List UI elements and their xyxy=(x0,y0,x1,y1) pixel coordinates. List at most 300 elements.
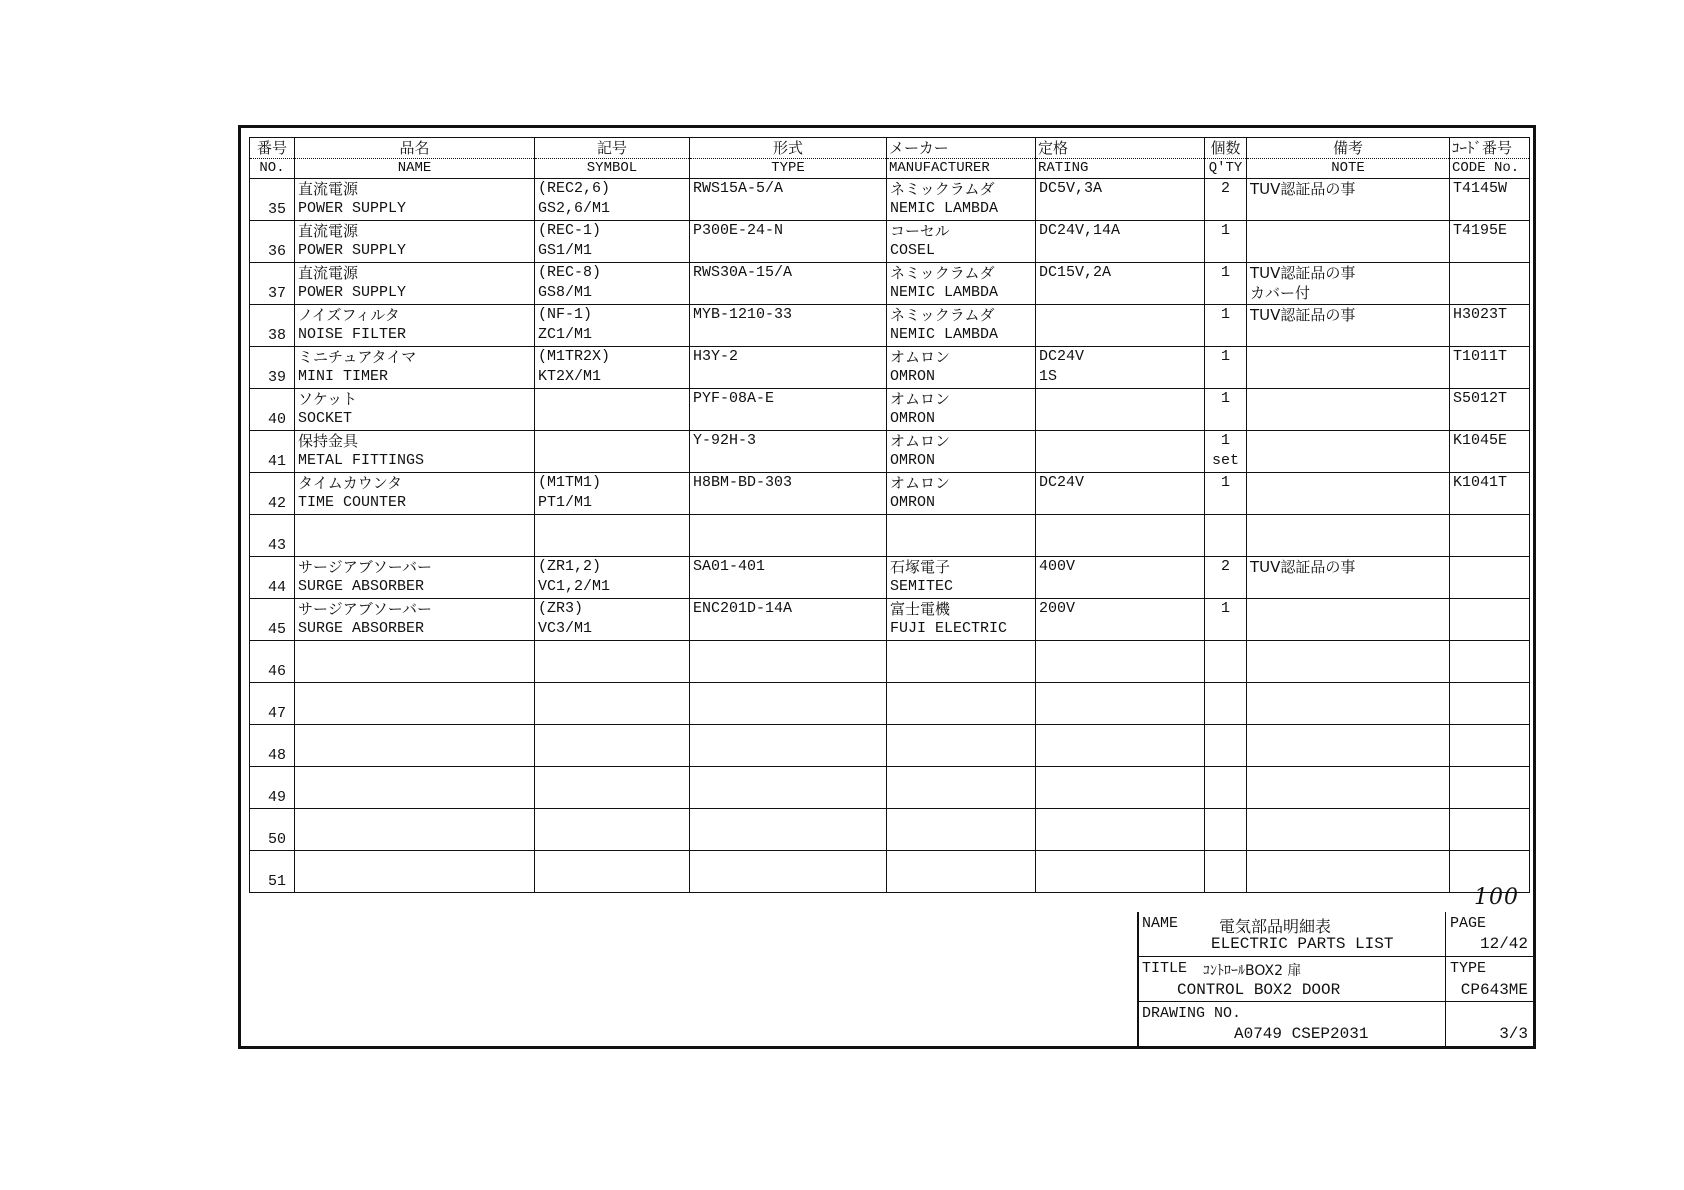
part-note-line2 xyxy=(1250,829,1446,849)
parts-table-body xyxy=(250,179,1530,893)
part-symbol-line2: KT2X/M1 xyxy=(538,368,602,385)
handwritten-total: 100 xyxy=(1474,885,1519,910)
part-symbol-line2 xyxy=(538,535,686,555)
part-name-line1: サージアブソーバー xyxy=(298,558,432,576)
part-rating xyxy=(1036,767,1205,809)
part-name-line1: 直流電源 xyxy=(298,180,359,198)
part-note xyxy=(1247,557,1450,599)
part-manufacturer-line1: 富士電機 xyxy=(890,600,951,618)
part-qty-line2 xyxy=(1208,409,1243,429)
part-note xyxy=(1247,305,1450,347)
part-rating xyxy=(1036,725,1205,767)
title-jp: ｺﾝﾄﾛｰﾙBOX2 扉 xyxy=(1203,963,1302,979)
part-symbol-line1: (REC-8) xyxy=(538,264,602,281)
table-row xyxy=(250,683,1530,725)
part-name xyxy=(295,347,535,389)
part-name-line2: MINI TIMER xyxy=(298,368,389,385)
part-manufacturer-line2: NEMIC LAMBDA xyxy=(890,284,999,301)
part-note-line2 xyxy=(1250,199,1446,219)
part-type-text xyxy=(693,641,883,661)
part-rating xyxy=(1036,599,1205,641)
row-number: 50 xyxy=(250,809,295,851)
part-manufacturer-line2: OMRON xyxy=(890,452,936,469)
part-symbol-line2 xyxy=(538,787,686,807)
part-symbol xyxy=(535,431,690,473)
drawing-number: A0749 CSEP2031 xyxy=(1234,1025,1369,1043)
part-manufacturer-line2 xyxy=(890,535,1032,555)
part-code-text: T4195E xyxy=(1453,222,1508,239)
part-manufacturer xyxy=(887,305,1036,347)
part-note xyxy=(1247,641,1450,683)
part-code xyxy=(1450,725,1530,767)
part-code-text xyxy=(1453,851,1526,871)
part-qty-line2 xyxy=(1208,241,1243,261)
part-manufacturer xyxy=(887,599,1036,641)
part-symbol-line1: (M1TM1) xyxy=(538,474,602,491)
part-rating xyxy=(1036,263,1205,305)
part-manufacturer xyxy=(887,515,1036,557)
part-manufacturer xyxy=(887,473,1036,515)
row-number: 48 xyxy=(250,725,295,767)
part-name-line2 xyxy=(298,535,531,555)
part-symbol xyxy=(535,725,690,767)
part-name xyxy=(295,767,535,809)
part-qty xyxy=(1205,473,1247,515)
part-rating-line1 xyxy=(1039,641,1201,661)
part-qty-line2 xyxy=(1208,661,1243,681)
part-name xyxy=(295,305,535,347)
part-note-line2 xyxy=(1250,325,1446,345)
part-name-line2 xyxy=(298,745,531,765)
part-rating-line1: DC5V,3A xyxy=(1039,180,1103,197)
part-name xyxy=(295,515,535,557)
part-manufacturer-line2: OMRON xyxy=(890,368,936,385)
part-rating xyxy=(1036,851,1205,893)
part-note-line2 xyxy=(1250,661,1446,681)
type-value: CP643ME xyxy=(1460,981,1528,999)
part-symbol-line1: (REC2,6) xyxy=(538,180,611,197)
part-qty-line1 xyxy=(1208,851,1243,871)
part-type xyxy=(690,599,887,641)
part-note-line2 xyxy=(1250,787,1446,807)
part-symbol xyxy=(535,809,690,851)
part-rating-line2 xyxy=(1039,409,1201,429)
part-symbol xyxy=(535,347,690,389)
part-qty xyxy=(1205,683,1247,725)
part-name xyxy=(295,809,535,851)
part-code xyxy=(1450,221,1530,263)
part-type-text: Y-92H-3 xyxy=(693,432,757,449)
part-code xyxy=(1450,179,1530,221)
part-manufacturer-line1: ネミックラムダ xyxy=(890,306,995,324)
part-note xyxy=(1247,431,1450,473)
part-qty xyxy=(1205,305,1247,347)
part-type xyxy=(690,641,887,683)
part-manufacturer xyxy=(887,221,1036,263)
part-name xyxy=(295,221,535,263)
part-manufacturer-line2 xyxy=(890,871,1032,891)
part-type-text xyxy=(693,809,883,829)
part-symbol xyxy=(535,221,690,263)
parts-table xyxy=(249,137,1530,893)
part-manufacturer xyxy=(887,683,1036,725)
part-manufacturer-line1 xyxy=(890,641,1032,661)
part-rating-line2 xyxy=(1039,199,1201,219)
part-manufacturer-line1: コーセル xyxy=(890,222,950,240)
part-rating-line1 xyxy=(1039,725,1201,745)
part-type-text: SA01-401 xyxy=(693,558,766,575)
part-type xyxy=(690,179,887,221)
table-row xyxy=(250,851,1530,893)
part-qty-line2 xyxy=(1208,619,1243,639)
part-qty xyxy=(1205,515,1247,557)
table-row xyxy=(250,473,1530,515)
part-manufacturer-line2: COSEL xyxy=(890,242,936,259)
part-manufacturer-line1: ネミックラムダ xyxy=(890,264,995,282)
part-rating-line1: DC24V xyxy=(1039,348,1085,365)
part-note-line1 xyxy=(1250,389,1446,409)
part-rating-line2 xyxy=(1039,745,1201,765)
part-qty-line1: 1 xyxy=(1220,306,1230,323)
part-note-line1 xyxy=(1250,809,1446,829)
part-rating xyxy=(1036,809,1205,851)
title-block xyxy=(1137,912,1536,1049)
part-rating-line1 xyxy=(1039,431,1201,451)
part-code-text: K1045E xyxy=(1453,432,1508,449)
title-block-drawing-row xyxy=(1139,1002,1536,1046)
part-symbol-line2: GS1/M1 xyxy=(538,242,593,259)
part-qty xyxy=(1205,263,1247,305)
part-symbol xyxy=(535,263,690,305)
part-name-line1 xyxy=(298,725,531,745)
table-row xyxy=(250,221,1530,263)
part-type xyxy=(690,767,887,809)
part-qty xyxy=(1205,851,1247,893)
part-symbol-line1 xyxy=(538,851,686,871)
part-name-line2: SOCKET xyxy=(298,410,353,427)
part-rating xyxy=(1036,515,1205,557)
part-type-text xyxy=(693,725,883,745)
part-note xyxy=(1247,599,1450,641)
part-manufacturer xyxy=(887,263,1036,305)
part-qty-line2 xyxy=(1208,493,1243,513)
part-note-line1 xyxy=(1250,221,1446,241)
part-rating-line2 xyxy=(1039,493,1201,513)
part-manufacturer xyxy=(887,809,1036,851)
part-symbol-line2 xyxy=(538,871,686,891)
part-symbol-line2 xyxy=(538,661,686,681)
part-manufacturer-line1: オムロン xyxy=(890,390,951,408)
part-name-line1 xyxy=(298,767,531,787)
part-name xyxy=(295,599,535,641)
part-note-line2 xyxy=(1250,367,1446,387)
part-rating-line2 xyxy=(1039,619,1201,639)
part-note-line1 xyxy=(1250,515,1446,535)
part-rating-line2 xyxy=(1039,787,1201,807)
part-note xyxy=(1247,347,1450,389)
part-code xyxy=(1450,599,1530,641)
part-qty-line2 xyxy=(1208,325,1243,345)
part-rating-line2 xyxy=(1039,829,1201,849)
part-name-line1: 直流電源 xyxy=(298,264,359,282)
part-manufacturer-line2 xyxy=(890,745,1032,765)
document-name-jp: 電気部品明細表 xyxy=(1219,917,1332,936)
part-symbol xyxy=(535,599,690,641)
part-code xyxy=(1450,347,1530,389)
part-name-line2 xyxy=(298,871,531,891)
part-type xyxy=(690,557,887,599)
part-note-line2 xyxy=(1250,871,1446,891)
part-code-text: H3023T xyxy=(1453,306,1508,323)
part-symbol-line1: (ZR1,2) xyxy=(538,558,602,575)
row-number: 38 xyxy=(250,305,295,347)
part-manufacturer-line1 xyxy=(890,767,1032,787)
part-symbol-line2: VC3/M1 xyxy=(538,620,593,637)
part-name xyxy=(295,263,535,305)
part-note-line1: TUV認証品の事 xyxy=(1250,558,1356,576)
sheet-number: 3/3 xyxy=(1499,1025,1528,1043)
part-name-line1: 保持金具 xyxy=(298,432,359,450)
part-symbol-line1: (REC-1) xyxy=(538,222,602,239)
part-qty-line2 xyxy=(1208,283,1243,303)
header-manufacturer: メーカー MANUFACTURER xyxy=(887,138,1036,179)
part-qty-line2 xyxy=(1208,829,1243,849)
part-rating-line1: 400V xyxy=(1039,558,1076,575)
part-rating xyxy=(1036,389,1205,431)
part-note-line1 xyxy=(1250,431,1446,451)
part-rating-line2 xyxy=(1039,241,1201,261)
part-type xyxy=(690,347,887,389)
part-manufacturer-line2: OMRON xyxy=(890,494,936,511)
part-manufacturer-line1 xyxy=(890,809,1032,829)
row-number: 37 xyxy=(250,263,295,305)
part-type-text: MYB-1210-33 xyxy=(693,306,793,323)
part-name-line2: SURGE ABSORBER xyxy=(298,578,425,595)
part-note-line2 xyxy=(1250,619,1446,639)
part-rating xyxy=(1036,179,1205,221)
part-code xyxy=(1450,641,1530,683)
part-rating-line1 xyxy=(1039,851,1201,871)
part-note-line1: TUV認証品の事 xyxy=(1250,264,1356,282)
part-symbol-line1 xyxy=(538,389,686,409)
part-note xyxy=(1247,767,1450,809)
part-symbol xyxy=(535,515,690,557)
part-code-text xyxy=(1453,557,1526,577)
part-note-line1 xyxy=(1250,767,1446,787)
part-note-line1 xyxy=(1250,347,1446,367)
part-manufacturer xyxy=(887,851,1036,893)
part-type-text xyxy=(693,851,883,871)
part-symbol-line1 xyxy=(538,431,686,451)
table-row xyxy=(250,389,1530,431)
part-type xyxy=(690,389,887,431)
part-qty-line1: 1 xyxy=(1220,432,1230,449)
part-code-text xyxy=(1453,263,1526,283)
part-qty-line2 xyxy=(1208,535,1243,555)
part-rating-line2 xyxy=(1039,703,1201,723)
part-symbol xyxy=(535,683,690,725)
part-note-line2 xyxy=(1250,535,1446,555)
part-symbol xyxy=(535,389,690,431)
part-manufacturer-line2: SEMITEC xyxy=(890,578,954,595)
part-manufacturer-line1: 石塚電子 xyxy=(890,558,951,576)
part-type-text: ENC201D-14A xyxy=(693,600,793,617)
part-symbol-line2: PT1/M1 xyxy=(538,494,593,511)
part-qty xyxy=(1205,347,1247,389)
part-symbol-line2 xyxy=(538,451,686,471)
part-manufacturer xyxy=(887,389,1036,431)
row-number: 43 xyxy=(250,515,295,557)
part-name xyxy=(295,641,535,683)
part-symbol-line2 xyxy=(538,703,686,723)
part-rating-line1: DC24V xyxy=(1039,474,1085,491)
part-symbol xyxy=(535,641,690,683)
part-qty xyxy=(1205,767,1247,809)
part-manufacturer-line1 xyxy=(890,515,1032,535)
part-qty-line1: 1 xyxy=(1220,348,1230,365)
part-code xyxy=(1450,809,1530,851)
part-rating-line1: DC15V,2A xyxy=(1039,264,1112,281)
part-rating xyxy=(1036,641,1205,683)
header-qty: 個数 Q'TY xyxy=(1205,138,1247,179)
part-qty-line2 xyxy=(1208,871,1243,891)
part-note xyxy=(1247,179,1450,221)
part-name-line1: ミニチュアタイマ xyxy=(298,348,417,366)
part-code-text: T4145W xyxy=(1453,180,1508,197)
part-manufacturer-line1: オムロン xyxy=(890,432,951,450)
part-rating-line1: 200V xyxy=(1039,600,1076,617)
row-number: 46 xyxy=(250,641,295,683)
part-code xyxy=(1450,683,1530,725)
part-type-text xyxy=(693,767,883,787)
part-code xyxy=(1450,515,1530,557)
part-name xyxy=(295,389,535,431)
part-name xyxy=(295,725,535,767)
part-rating-line1 xyxy=(1039,305,1201,325)
name-label: NAME xyxy=(1142,915,1179,932)
drawing-no-label: DRAWING NO. xyxy=(1142,1005,1242,1022)
part-manufacturer-line2: OMRON xyxy=(890,410,936,427)
part-qty-line2 xyxy=(1208,367,1243,387)
title-label: TITLE xyxy=(1142,960,1188,977)
part-name-line1 xyxy=(298,515,531,535)
part-note xyxy=(1247,221,1450,263)
part-rating xyxy=(1036,431,1205,473)
part-code-text xyxy=(1453,683,1526,703)
part-symbol-line1: (ZR3) xyxy=(538,600,584,617)
part-name-line1: ノイズフィルタ xyxy=(298,306,400,324)
part-name xyxy=(295,557,535,599)
part-code xyxy=(1450,557,1530,599)
part-name-line1 xyxy=(298,809,531,829)
part-symbol-line1 xyxy=(538,683,686,703)
part-name-line2: NOISE FILTER xyxy=(298,326,407,343)
part-code-text xyxy=(1453,515,1526,535)
part-qty xyxy=(1205,599,1247,641)
title-block-name-row xyxy=(1139,912,1536,957)
part-type xyxy=(690,263,887,305)
part-rating xyxy=(1036,347,1205,389)
table-row xyxy=(250,557,1530,599)
part-qty-line1: 1 xyxy=(1220,474,1230,491)
part-rating-line1 xyxy=(1039,683,1201,703)
part-note-line1 xyxy=(1250,725,1446,745)
row-number: 49 xyxy=(250,767,295,809)
row-number: 40 xyxy=(250,389,295,431)
part-type xyxy=(690,851,887,893)
part-symbol-line1 xyxy=(538,515,686,535)
part-rating-line1 xyxy=(1039,767,1201,787)
part-code-text: T1011T xyxy=(1453,348,1508,365)
row-number: 45 xyxy=(250,599,295,641)
part-name xyxy=(295,851,535,893)
part-manufacturer-line1: オムロン xyxy=(890,474,951,492)
part-qty-line2 xyxy=(1208,745,1243,765)
part-type-text xyxy=(693,683,883,703)
part-name xyxy=(295,431,535,473)
part-symbol-line2 xyxy=(538,745,686,765)
part-rating xyxy=(1036,305,1205,347)
part-code-text xyxy=(1453,641,1526,661)
part-manufacturer-line1: オムロン xyxy=(890,348,951,366)
part-qty-line1 xyxy=(1208,767,1243,787)
part-note-line2 xyxy=(1250,703,1446,723)
part-type xyxy=(690,809,887,851)
table-row xyxy=(250,599,1530,641)
part-code-text xyxy=(1453,809,1526,829)
part-manufacturer xyxy=(887,347,1036,389)
part-symbol-line2 xyxy=(538,409,686,429)
part-qty xyxy=(1205,389,1247,431)
part-qty-line2 xyxy=(1208,787,1243,807)
part-qty-line1: 1 xyxy=(1220,222,1230,239)
part-qty xyxy=(1205,431,1247,473)
part-note-line2 xyxy=(1250,493,1446,513)
part-type xyxy=(690,683,887,725)
part-name xyxy=(295,683,535,725)
part-name-line2 xyxy=(298,661,531,681)
part-code xyxy=(1450,767,1530,809)
type-label: TYPE xyxy=(1450,960,1487,977)
part-qty xyxy=(1205,641,1247,683)
part-symbol-line1: (NF-1) xyxy=(538,306,593,323)
part-name xyxy=(295,179,535,221)
part-symbol-line2: VC1,2/M1 xyxy=(538,578,611,595)
part-manufacturer xyxy=(887,725,1036,767)
part-name-line2 xyxy=(298,829,531,849)
part-qty xyxy=(1205,557,1247,599)
part-symbol xyxy=(535,305,690,347)
part-name-line1: ソケット xyxy=(298,390,358,408)
part-qty xyxy=(1205,221,1247,263)
part-name-line2: METAL FITTINGS xyxy=(298,452,425,469)
part-manufacturer-line2: NEMIC LAMBDA xyxy=(890,326,999,343)
part-manufacturer-line1 xyxy=(890,851,1032,871)
part-manufacturer xyxy=(887,767,1036,809)
part-code-text: S5012T xyxy=(1453,390,1508,407)
part-qty-line1 xyxy=(1208,641,1243,661)
part-name-line1: サージアブソーバー xyxy=(298,600,432,618)
table-row xyxy=(250,725,1530,767)
part-code-text xyxy=(1453,767,1526,787)
part-manufacturer-line2: NEMIC LAMBDA xyxy=(890,200,999,217)
part-qty-line2: set xyxy=(1211,452,1239,469)
part-note-line2 xyxy=(1250,451,1446,471)
part-symbol-line1 xyxy=(538,725,686,745)
part-note xyxy=(1247,473,1450,515)
part-code xyxy=(1450,473,1530,515)
part-name-line2: POWER SUPPLY xyxy=(298,284,407,301)
